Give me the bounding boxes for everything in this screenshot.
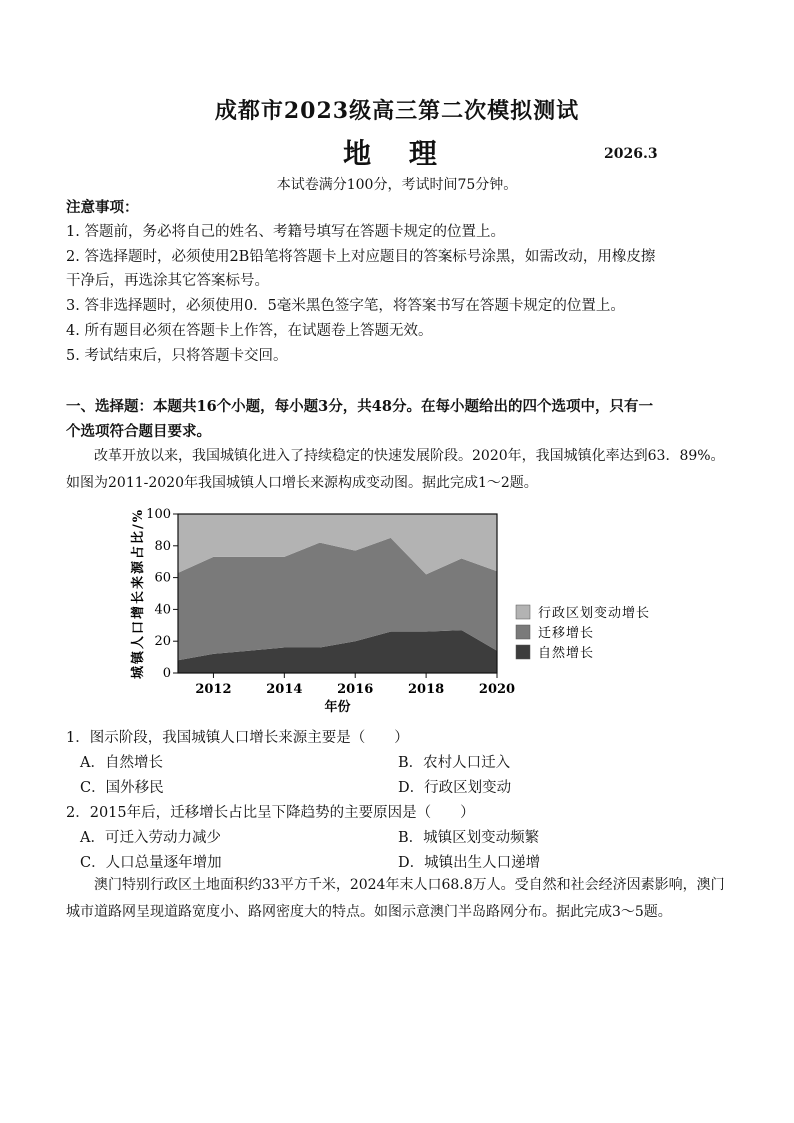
- legend-label: 自然增长: [538, 646, 595, 661]
- legend-label: 行政区划变动增长: [538, 606, 651, 621]
- chart-areas: [178, 514, 497, 673]
- option-2b[interactable]: B．城镇区划变动频繁: [398, 830, 540, 846]
- note-item: 干净后，再选涂其它答案标号。: [66, 273, 269, 289]
- note-item: 2. 答选择题时，必须使用2B铅笔将答题卡上对应题目的答案标号涂黑，如需改动，用橡皮擦: [66, 249, 656, 265]
- note-item: 1. 答题前，务必将自己的姓名、考籍号填写在答题卡规定的位置上。: [66, 224, 505, 240]
- x-axis-label: 年份: [324, 700, 351, 715]
- option-2c[interactable]: C．人口总量逐年增加: [80, 855, 222, 871]
- note-item: 4. 所有题目必须在答题卡上作答，在试题卷上答题无效。: [66, 323, 433, 339]
- legend-swatch: [516, 625, 530, 639]
- exam-title: 成都市2023级高三第二次模拟测试: [214, 98, 580, 124]
- chart-legend: [516, 605, 650, 661]
- legend-swatch: [516, 645, 530, 659]
- y-tick-label: 20: [154, 634, 171, 650]
- y-tick-label: 60: [154, 570, 171, 586]
- x-tick-label: 2018: [408, 682, 445, 697]
- option-2a[interactable]: A．可迁入劳动力减少: [80, 830, 221, 846]
- y-tick-label: 0: [162, 666, 171, 681]
- y-axis-ticks: [146, 507, 178, 681]
- question-2-stem: 2．2015年后，迁移增长占比呈下降趋势的主要原因是（ ）: [66, 805, 475, 821]
- x-axis-ticks: [195, 673, 515, 697]
- exam-date: 2026.3: [604, 146, 658, 162]
- x-tick-label: 2012: [195, 682, 232, 697]
- option-1a[interactable]: A．自然增长: [80, 755, 163, 771]
- legend-swatch: [516, 605, 530, 619]
- section-heading-line2: 个选项符合题目要求。: [66, 423, 211, 440]
- legend-label: 迁移增长: [538, 626, 595, 641]
- option-2d[interactable]: D．城镇出生人口递增: [398, 855, 541, 871]
- option-1d[interactable]: D．行政区划变动: [398, 780, 512, 796]
- exam-intro: 本试卷满分100分，考试时间75分钟。: [276, 177, 518, 193]
- question-1-stem: 1．图示阶段，我国城镇人口增长来源主要是（ ）: [66, 730, 409, 746]
- passage-urbanization: 改革开放以来，我国城镇化进入了持续稳定的快速发展阶段。2020年，我国城镇化率达到63．89%。如图为2011-2020年我国城镇人口增长来源构成变动图。据此完成1～2题。: [66, 448, 725, 491]
- passage-macau: 澳门特别行政区土地面积约33平方千米，2024年末人口68.8万人。受自然和社会经济因素影响，澳门城市道路网呈现道路宽度小、路网密度大的特点。如图示意澳门半岛路网分布。据此完成3～5题。: [66, 877, 725, 920]
- note-item: 3. 答非选择题时，必须使用0．5毫米黑色签字笔，将答案书写在答题卡规定的位置上。: [66, 298, 625, 314]
- x-tick-label: 2016: [337, 682, 374, 697]
- option-1c[interactable]: C．国外移民: [80, 780, 164, 796]
- y-tick-label: 100: [146, 507, 171, 522]
- section-heading-line1: 一、选择题：本题共16个小题，每小题3分，共48分。在每小题给出的四个选项中，只有一: [66, 398, 653, 415]
- y-tick-label: 40: [154, 602, 171, 618]
- y-tick-label: 80: [154, 538, 171, 554]
- option-1b[interactable]: B．农村人口迁入: [398, 755, 511, 771]
- x-tick-label: 2014: [266, 682, 303, 697]
- notes-heading: 注意事项：: [66, 199, 139, 216]
- subject-title: 地 理: [343, 137, 451, 170]
- note-item: 5. 考试结束后，只将答题卡交回。: [66, 348, 288, 364]
- x-tick-label: 2020: [478, 682, 516, 697]
- urban-population-chart: [120, 500, 680, 720]
- y-axis-label: 城镇人口增长来源占比/%: [131, 507, 146, 680]
